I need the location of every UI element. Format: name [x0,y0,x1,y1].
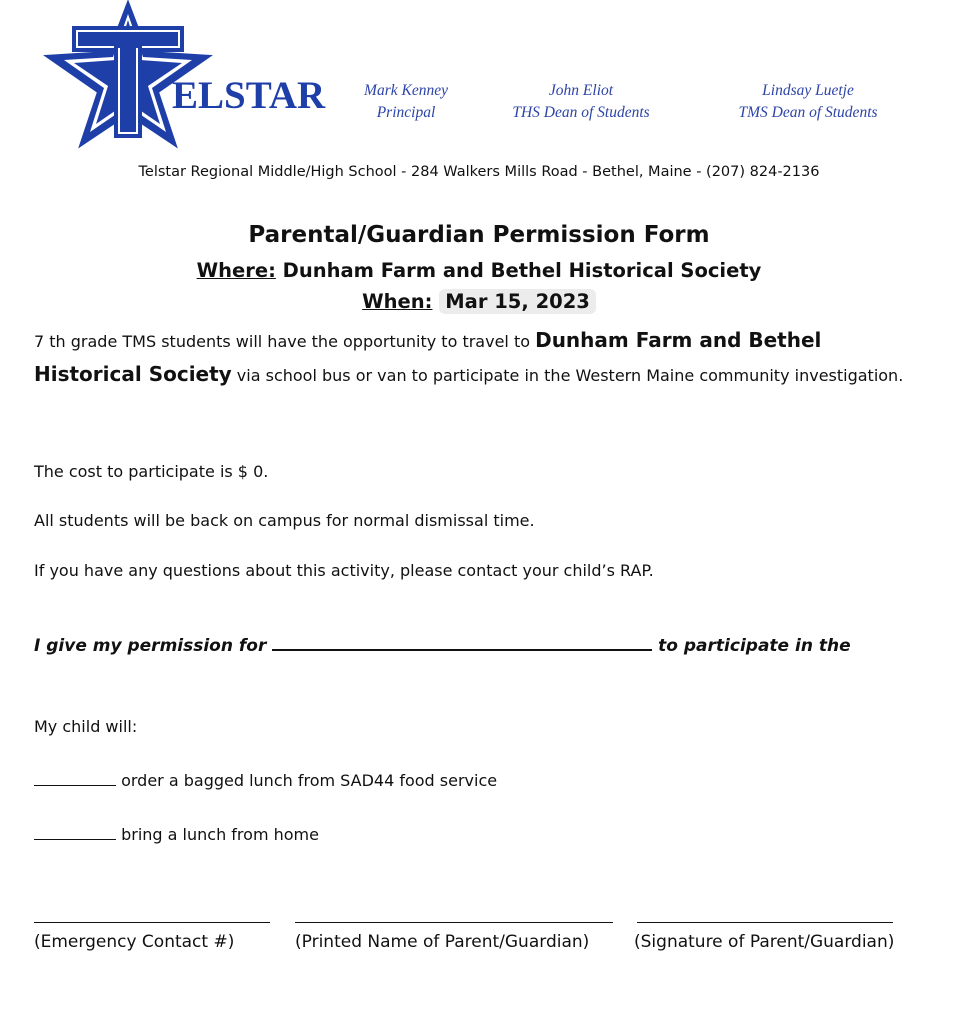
staff-role: Principal [376,104,436,121]
lunch-home-blank[interactable] [34,839,116,840]
staff-name: John Eliot [548,82,614,99]
cost-text: The cost to participate is $ 0. [34,462,269,481]
printed-name-line[interactable] [295,922,613,923]
logo-wordmark: ELSTAR [172,74,326,117]
intro-end: via school bus or van to participate in the Western Maine community investigation. [231,366,904,385]
staff-role: THS Dean of Students [512,104,650,121]
intro-paragraph [34,324,914,392]
emergency-contact-line[interactable] [34,922,270,923]
staff-tms-dean [708,80,908,124]
permission-line [34,636,851,656]
where-value: Dunham Farm and Bethel Historical Society [275,259,762,282]
printed-name-label: (Printed Name of Parent/Guardian) [295,932,590,952]
when-line [0,290,958,313]
school-address: Telstar Regional Middle/High School - 284 Walkers Mills Road - Bethel, Maine - (207) 824-2136 [138,164,820,180]
signature-line[interactable] [637,922,893,923]
option-lunch-home [34,825,319,844]
permission-end: to participate in the [652,636,851,656]
where-label: Where: [196,259,276,282]
date-chip[interactable]: Mar 15, 2023 [439,289,596,314]
emergency-contact-label: (Emergency Contact #) [34,932,235,952]
when-label: When: [362,290,433,313]
form-title: Parental/Guardian Permission Form [248,222,710,248]
signature-label: (Signature of Parent/Guardian) [634,932,895,952]
staff-ths-dean [481,80,681,124]
permission-start: I give my permission for [34,636,273,656]
staff-role: TMS Dean of Students [738,104,878,121]
dismissal-text: All students will be back on campus for normal dismissal time. [34,511,535,530]
intro-start: 7 th grade TMS students will have the opportunity to travel to [34,332,536,351]
lunch-order-blank[interactable] [34,785,116,786]
staff-name: Lindsay Luetje [762,82,854,99]
child-will-text: My child will: [34,717,138,736]
option-label: order a bagged lunch from SAD44 food service [121,771,498,790]
option-label: bring a lunch from home [121,825,319,844]
intro-place: Dunham Farm and Bethel Historical Society [34,328,822,386]
staff-principal [306,80,506,124]
staff-name: Mark Kenney [364,82,448,99]
option-lunch-order [34,771,497,790]
student-name-blank[interactable] [272,649,652,651]
where-line [0,259,958,282]
questions-text: If you have any questions about this activity, please contact your child’s RAP. [34,561,654,580]
